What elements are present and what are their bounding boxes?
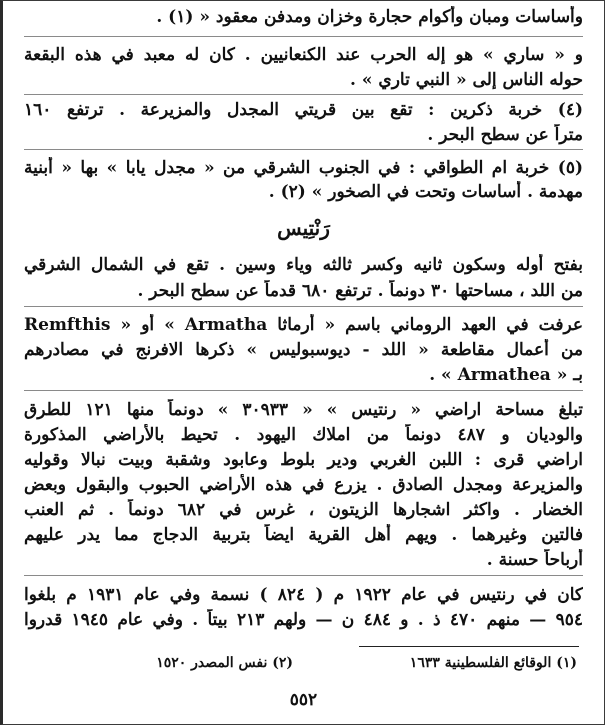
text-line: تبلغ مساحة اراضي « رنتيس » « ٣٠٩٣٣ » دونماً منها ١٢١ للطرق [24, 400, 583, 420]
text-line: (٤) خربة ذكرين : تقع بين قريتي المجدل والمزيرعة . ترتفع ١٦٠ [24, 100, 583, 120]
footnote-rule [359, 646, 579, 647]
paragraph-separator [24, 306, 583, 307]
text-line: ٩٥٤ — منهم ٤٧٠ ذ . و ٤٨٤ ن — ولهم ٢١٣ بيتاً . وفي عام ١٩٤٥ قدروا [24, 610, 583, 630]
text-line: و « ساري » هو إله الحرب عند الكنعانيين . كان له معبد في هذه البقعة [24, 45, 583, 65]
text-line: أرباحاً حسنة . [486, 550, 583, 570]
paragraph-separator [24, 390, 583, 391]
text-line: من أعمال مقاطعة « اللد - ديوسبوليس » ذكرها الافرنج في مصادرهم [24, 340, 583, 360]
text-line: الخضار . واكثر اشجارها الزيتون ، غرس في ٦٨٢ دونماً . ثم العنب [24, 500, 583, 520]
text-line: بفتح أوله وسكون ثانيه وكسر ثالثه وياء وسين . تقع في الشمال الشرقي [24, 255, 583, 275]
footnote-1: (١) الوقائع الفلسطينية ١٦٣٣ [409, 655, 577, 671]
text-line: حوله الناس إلى « النبي تاري » . [350, 70, 583, 90]
text-line: من اللد ، مساحتها ٣٠ دونماً . ترتفع ٦٨٠ قدماً عن سطح البحر . [137, 281, 583, 301]
page-number: ٥٥٢ [289, 690, 318, 710]
section-heading: رَنْتِيس [277, 216, 330, 240]
text-line: اراضي قرى : اللبن الغربي ودير بلوط وعابود وشقبة وبيت نبالا وقوليه [24, 450, 583, 470]
paragraph-separator [24, 94, 583, 95]
text-line: عرفت في العهد الروماني باسم « أرماثا Armatha » أو « Remfthis [24, 315, 583, 335]
paragraph-separator [24, 149, 583, 150]
text-line: بـ « Armathea » . [429, 365, 583, 385]
text-line: فالتين وغيرهما . ويهم أهل القرية ايضاً بتربية الدجاج مما يدر عليهم [24, 525, 583, 545]
text-line: وأساسات ومبان وأكوام حجارة وخزان ومدفن معقود « (١) . [156, 7, 583, 27]
text-line: والوديان و ٤٨٧ دونماً من املاك اليهود . تحيط بالأراضي المذكورة [24, 425, 583, 445]
text-line: (٥) خربة ام الطواقي : في الجنوب الشرقي من « مجدل يابا » بها « أبنية [24, 158, 583, 178]
paragraph-separator [24, 36, 583, 37]
text-line: كان في رنتيس في عام ١٩٢٢ م ( ٨٢٤ ) نسمة وفي عام ١٩٣١ م بلغوا [24, 585, 583, 605]
text-line: مهدمة . أساسات وتحت في الصخور » (٢) . [268, 182, 583, 202]
text-line: والمزيرعة ومجدل الصادق . يزرع في هذه الأراضي الحبوب والبقول وبعض [24, 475, 583, 495]
footnote-2: (٢) نفس المصدر ١٥٢٠ [156, 655, 293, 671]
paragraph-separator [24, 575, 583, 576]
text-line: متراً عن سطح البحر . [427, 125, 583, 145]
